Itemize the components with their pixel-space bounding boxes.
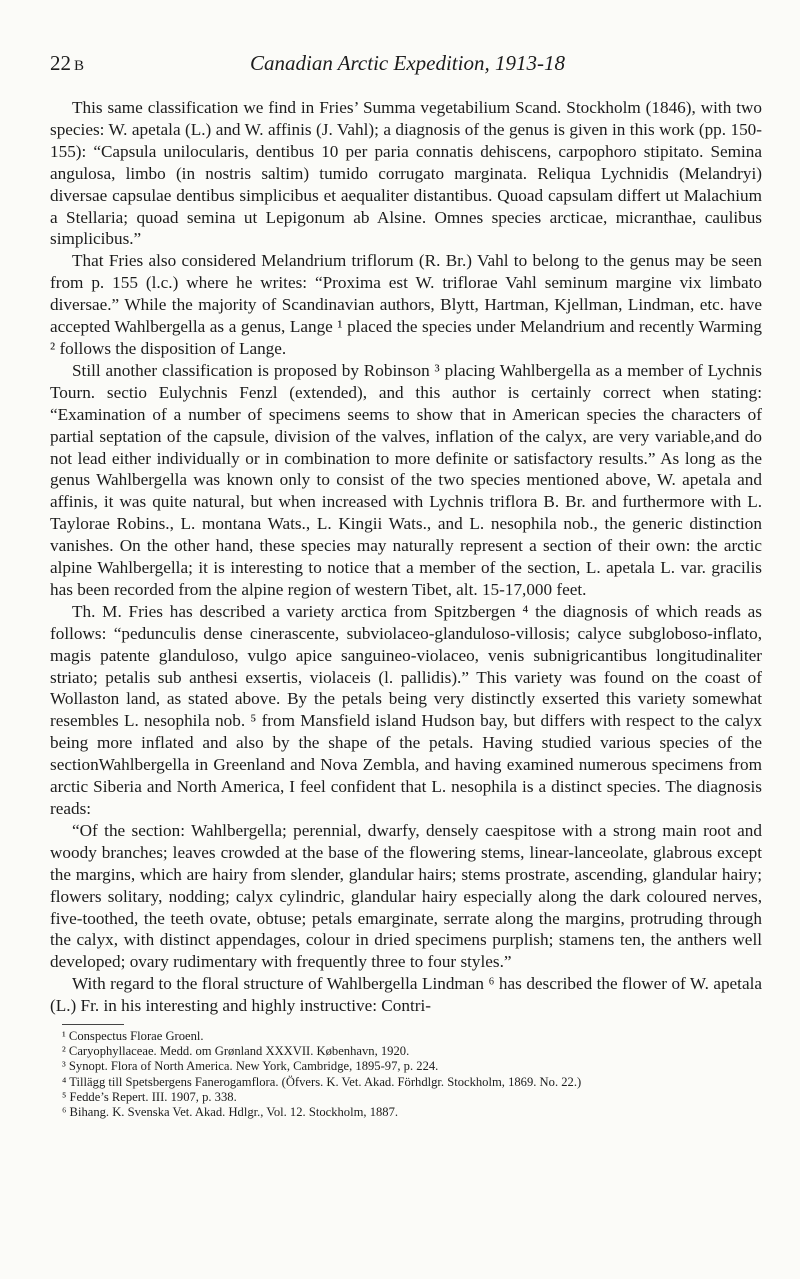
- paragraph: “Of the section: Wahlbergella; perennial, dwarfy, densely caespitose with a strong main root and woody branches; leaves crowded at the base of the flowering stems, linear-lanceolate, glabrous except the margins, which are hairy from slender, glandular hairs; stems prostrate, ascending, glandular hairy; flowers solitary, nodding; calyx cylindric, glandular hairy especially along the dark coloured nerves, five-toothed, the teeth ovate, obtuse; petals emarginate, serrate along the margins, protruding through the calyx, with distinct appendages, colour in dried specimens purplish; stamens ten, the anthers well developed; ovary rudimentary with frequently three to four styles.”: [50, 820, 762, 972]
- footnote: ⁵ Fedde’s Repert. III. 1907, p. 338.: [62, 1089, 237, 1104]
- section-letter: B: [74, 58, 85, 74]
- footnote: ⁶ Bihang. K. Svenska Vet. Akad. Hdlgr., Vol. 12. Stockholm, 1887.: [62, 1105, 399, 1120]
- footnote: ⁴ Tillägg till Spetsbergens Fanerogamflora. (Öfvers. K. Vet. Akad. Förhdlgr. Stockholm, 1869. No. 22.): [62, 1074, 582, 1089]
- footnote: ¹ Conspectus Florae Groenl.: [62, 1029, 204, 1044]
- footnote: ³ Synopt. Flora of North America. New York, Cambridge, 1895-97, p. 224.: [62, 1059, 439, 1074]
- running-title: Canadian Arctic Expedition, 1913-18: [250, 51, 565, 75]
- paragraph: That Fries also considered Melandrium triflorum (R. Br.) Vahl to belong to the genus may be seen from p. 155 (l.c.) where he writes: “Proxima est W. triflorae Vahl seminum margine vix limbato diversae.” While the majority of Scandinavian authors, Blytt, Hartman, Kjellman, Lindman, etc. have accepted Wahlbergella as a genus, Lange ¹ placed the species under Melandrium and recently Warming ² follows the disposition of Lange.: [50, 251, 762, 358]
- footnotes: [50, 1029, 762, 1120]
- page-number-block: [50, 50, 250, 79]
- paragraph: This same classification we find in Fries’ Summa vegetabilium Scand. Stockholm (1846), with two species: W. apetala (L.) and W. affinis (J. Vahl); a diagnosis of the genus is given in this work (pp. 150-155): “Capsula unilocularis, dentibus 10 per paria connatis dehiscens, carpophoro stipitato. Semina angulosa, limbo (in nostris saltim) tumido corrugato marginata. Reliqua Lychnidis (Melandryi) diversae capsulae dentibus simplicibus et aequaliter distantibus. Quoad capsulam differt ut Malachium a Stellaria; quoad semina ut Lepigonum ab Alsine. Omnes species arcticae, micranthae, caulibus simplicibus.”: [50, 98, 762, 249]
- page-number: 22: [50, 51, 71, 75]
- page-header: [50, 50, 762, 79]
- document-page: [50, 50, 762, 1120]
- footnote: ² Caryophyllaceae. Medd. om Grønland XXXVII. København, 1920.: [62, 1044, 410, 1059]
- paragraph: With regard to the floral structure of Wahlbergella Lindman ⁶ has described the flower of W. apetala (L.) Fr. in his interesting and highly instructive: Contri-: [50, 974, 762, 1016]
- body-text: [50, 97, 762, 1017]
- paragraph: Still another classification is proposed by Robinson ³ placing Wahlbergella as a member of Lychnis Tourn. sectio Eulychnis Fenzl (extended), and this author is certainly correct when stating: “Examination of a number of specimens seems to show that in American species the characters of partial septation of the capsule, division of the valves, inflation of the calyx, are very variable,and do not lead either individually or in combination to more definite or satisfactory results.” As long as the genus Wahlbergella was known only to consist of the two species mentioned above, W. apetala and affinis, it was quite natural, but when increased with Lychnis triflora B. Br. and furthermore with L. Taylorae Robins., L. montana Wats., L. Kingii Wats., and L. nesophila nob., the generic distinction vanishes. On the other hand, these species may naturally represent a section of their own: the arctic alpine Wahlbergella; it is interesting to notice that a member of the section, L. apetala L. var. gracilis has been recorded from the alpine region of western Tibet, alt. 15-17,000 feet.: [50, 360, 762, 599]
- footnote-divider: [62, 1024, 124, 1025]
- paragraph: Th. M. Fries has described a variety arctica from Spitzbergen ⁴ the diagnosis of which reads as follows: “pedunculis dense cinerascente, subviolaceo-glanduloso-villosis; calyce subgloboso-inflato, magis patente glanduloso, vulgo apice sanguineo-violaceo, venis subnigricantibus longitudinaliter striato; petalis sub anthesi exsertis, violaceis (l. pallidis).” This variety was found on the coast of Wollaston land, as stated above. By the petals being very distinctly exserted this variety somewhat resembles L. nesophila nob. ⁵ from Mansfield island Hudson bay, but differs with respect to the calyx being more inflated and also by the shape of the petals. Having studied various species of the sectionWahlbergella in Greenland and Nova Zembla, and having examined numerous specimens from arctic Siberia and North America, I feel confident that L. nesophila is a distinct species. The diagnosis reads:: [50, 601, 762, 818]
